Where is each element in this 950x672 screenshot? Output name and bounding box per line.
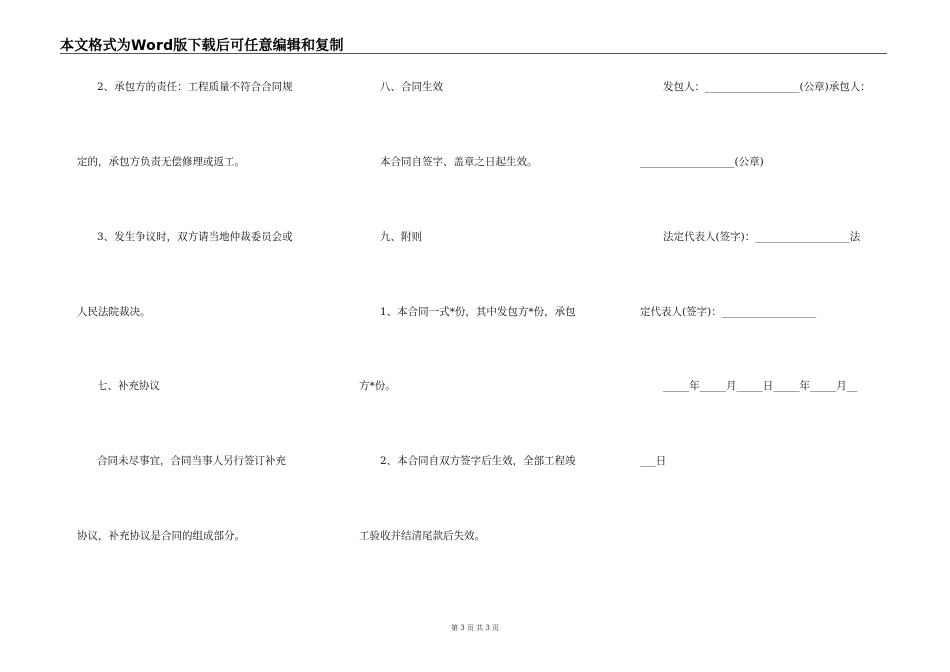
- text-line: 合同未尽事宜，合同当事人另行签订补充: [97, 455, 286, 467]
- document-header-title: 本文格式为Word版下载后可任意编辑和复制: [60, 38, 344, 54]
- section-heading: 八、合同生效: [380, 81, 443, 93]
- text-line: 1、本合同一式*份，其中发包方*份，承包: [380, 306, 576, 318]
- signature-line: 定代表人(签字)：__________________: [640, 306, 817, 318]
- header-divider: [60, 53, 887, 54]
- text-line: 本合同自签字、盖章之日起生效。: [380, 156, 538, 168]
- text-line: 3、发生争议时，双方请当地仲裁委员会或: [97, 231, 293, 243]
- section-heading: 七、补充协议: [97, 380, 160, 392]
- text-line: 定的，承包方负责无偿修理或返工。: [77, 156, 245, 168]
- text-line: 人民法院裁决。: [77, 306, 151, 318]
- text-line: 工验收并结清尾款后失效。: [359, 530, 485, 542]
- text-line: 方*份。: [359, 380, 396, 392]
- signature-line: 发包人：__________________(公章)承包人：: [663, 81, 871, 93]
- section-heading: 九、附则: [380, 231, 422, 243]
- text-line: 2、本合同自双方签字后生效，全部工程竣: [380, 455, 576, 467]
- date-line: ___日: [640, 455, 667, 467]
- signature-line: 法定代表人(签字)：__________________法: [663, 231, 861, 243]
- text-line: 2、承包方的责任：工程质量不符合合同规: [97, 81, 293, 93]
- text-line: 协议，补充协议是合同的组成部分。: [77, 530, 245, 542]
- page-number: 第 3 页 共 3 页: [450, 624, 500, 632]
- date-line: _____年_____月_____日_____年_____月__: [663, 380, 858, 392]
- signature-line: __________________(公章): [640, 156, 764, 168]
